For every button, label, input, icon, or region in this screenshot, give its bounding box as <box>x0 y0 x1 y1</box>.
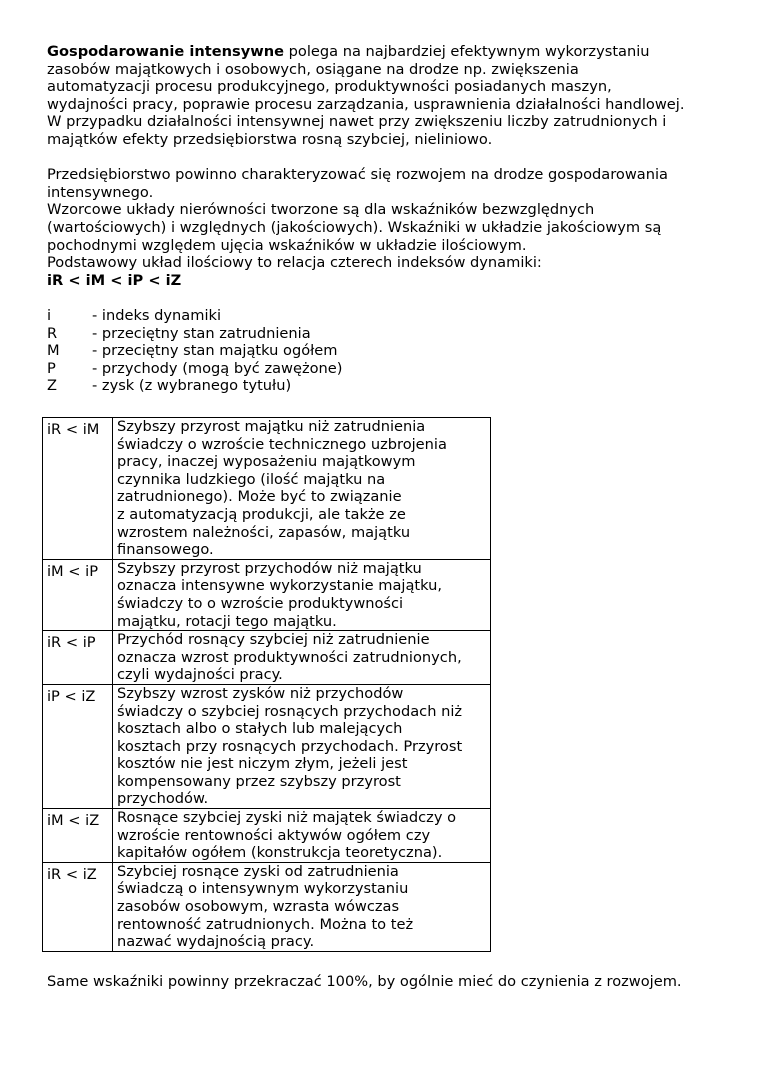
legend-item <box>47 307 737 325</box>
para2-line-5: pochodnymi względem ujęcia wskaźników w układzie ilościowym. <box>47 236 527 254</box>
relation-line: czyli wydajności pracy. <box>117 666 283 684</box>
intro-line-2: zasobów majątkowych i osobowych, osiągane na drodze np. zwiększenia <box>47 60 579 78</box>
relation-line: Szybszy przyrost przychodów niż majątku <box>117 559 422 577</box>
relation-line: świadczy to o wzroście produktywności <box>117 594 404 612</box>
legend-symbol: M <box>47 342 60 360</box>
relation-line: kosztów nie jest niczym złym, jeżeli jest <box>117 755 408 773</box>
relation-description <box>113 809 491 863</box>
table-row <box>43 809 491 863</box>
relation-line: Rosnące szybciej zyski niż majątek świadczy o <box>117 809 457 827</box>
relation-description <box>113 559 491 630</box>
development-paragraph <box>47 166 737 272</box>
relation-line: majątku, rotacji tego majątku. <box>117 612 337 630</box>
legend-description: - zysk (z wybranego tytułu) <box>92 377 292 395</box>
intro-line-6: majątków efekty przedsiębiorstwa rosną szybciej, nieliniowo. <box>47 130 493 148</box>
legend-symbol: P <box>47 359 56 377</box>
relation-key: iP < iZ <box>43 684 113 808</box>
table-row <box>43 631 491 685</box>
table-row <box>43 684 491 808</box>
para2-line-6: Podstawowy układ ilościowy to relacja czterech indeksów dynamiki: <box>47 254 542 272</box>
relation-description <box>113 631 491 685</box>
para2-line-2: intensywnego. <box>47 183 154 201</box>
relation-line: kosztach przy rosnących przychodach. Przyrost <box>117 737 463 755</box>
relation-description <box>113 862 491 951</box>
legend-description: - przychody (mogą być zawężone) <box>92 359 343 377</box>
legend-symbol: i <box>47 306 52 324</box>
relation-key: iM < iP <box>43 559 113 630</box>
spacer <box>47 289 737 307</box>
relation-line: Szybszy wzrost zysków niż przychodów <box>117 684 404 702</box>
relation-line: oznacza intensywne wykorzystanie majątku, <box>117 577 443 595</box>
intro-line-5: W przypadku działalności intensywnej nawet przy zwiększeniu liczby zatrudnionych i <box>47 113 667 131</box>
relation-description <box>113 418 491 560</box>
relation-line: kosztach albo o stałych lub malejących <box>117 720 403 738</box>
legend-item <box>47 325 737 343</box>
legend-symbol: R <box>47 324 58 342</box>
relation-line: świadczy o wzroście technicznego uzbrojenia <box>117 435 447 453</box>
intro-bold-term: Gospodarowanie intensywne <box>47 43 285 60</box>
index-relations-table <box>42 417 491 952</box>
intro-paragraph <box>47 43 737 149</box>
relation-line: przychodów. <box>117 790 209 808</box>
legend-item <box>47 377 737 395</box>
table-row <box>43 418 491 560</box>
relation-description <box>113 684 491 808</box>
relation-line: czynnika ludzkiego (ilość majątku na <box>117 470 386 488</box>
relation-key: iM < iZ <box>43 809 113 863</box>
intro-line-3: automatyzacji procesu produkcyjnego, produktywności posiadanych maszyn, <box>47 78 612 96</box>
relation-line: rentowność zatrudnionych. Można to też <box>117 915 414 933</box>
relation-line: świadczą o intensywnym wykorzystaniu <box>117 880 409 898</box>
legend-item <box>47 360 737 378</box>
intro-line-1-text: polega na najbardziej efektywnym wykorzystaniu <box>284 43 650 60</box>
spacer <box>47 149 737 167</box>
relation-line: kompensowany przez szybszy przyrost <box>117 772 401 790</box>
table-row <box>43 862 491 951</box>
relation-line: Przychód rosnący szybciej niż zatrudnienie <box>117 631 430 649</box>
legend-description: - indeks dynamiki <box>92 306 222 324</box>
relation-line: kapitałów ogółem (konstrukcja teoretyczna). <box>117 844 443 862</box>
legend-list <box>47 307 737 395</box>
relation-line: zatrudnionego). Może być to związanie <box>117 488 402 506</box>
intro-line-1 <box>47 43 737 61</box>
document-body <box>47 43 737 395</box>
relation-line: pracy, inaczej wyposażeniu majątkowym <box>117 453 416 471</box>
relation-line: zasobów osobowym, wzrasta wówczas <box>117 898 400 916</box>
para2-line-1: Przedsiębiorstwo powinno charakteryzować się rozwojem na drodze gospodarowania <box>47 166 668 184</box>
legend-description: - przeciętny stan majątku ogółem <box>92 342 338 360</box>
relation-line: wzroście rentowności aktywów ogółem czy <box>117 826 431 844</box>
relation-line: finansowego. <box>117 541 214 559</box>
relation-key: iR < iM <box>43 418 113 560</box>
relation-line: świadczy o szybciej rosnących przychodach niż <box>117 702 463 720</box>
intro-line-4: wydajności pracy, poprawie procesu zarządzania, usprawnienia działalności handlowej. <box>47 95 685 113</box>
relation-line: Szybciej rosnące zyski od zatrudnienia <box>117 862 399 880</box>
relation-line: nazwać wydajnością pracy. <box>117 933 315 951</box>
legend-description: - przeciętny stan zatrudnienia <box>92 324 311 342</box>
para2-line-3: Wzorcowe układy nierówności tworzone są dla wskaźników bezwzględnych <box>47 201 595 219</box>
index-formula: iR < iM < iP < iZ <box>47 271 182 289</box>
relation-line: wzrostem należności, zapasów, majątku <box>117 523 411 541</box>
relation-line: Szybszy przyrost majątku niż zatrudnienia <box>117 418 426 435</box>
relation-key: iR < iP <box>43 631 113 685</box>
relation-line: oznacza wzrost produktywności zatrudnionych, <box>117 648 462 666</box>
relation-line: z automatyzacją produkcji, ale także ze <box>117 505 406 523</box>
closing-sentence: Same wskaźniki powinny przekraczać 100%, by ogólnie mieć do czynienia z rozwojem. <box>47 973 682 990</box>
legend-symbol: Z <box>47 377 57 395</box>
table-row <box>43 559 491 630</box>
relation-key: iR < iZ <box>43 862 113 951</box>
legend-item <box>47 342 737 360</box>
para2-line-4: (wartościowych) i względnych (jakościowych). Wskaźniki w układzie jakościowym są <box>47 218 662 236</box>
